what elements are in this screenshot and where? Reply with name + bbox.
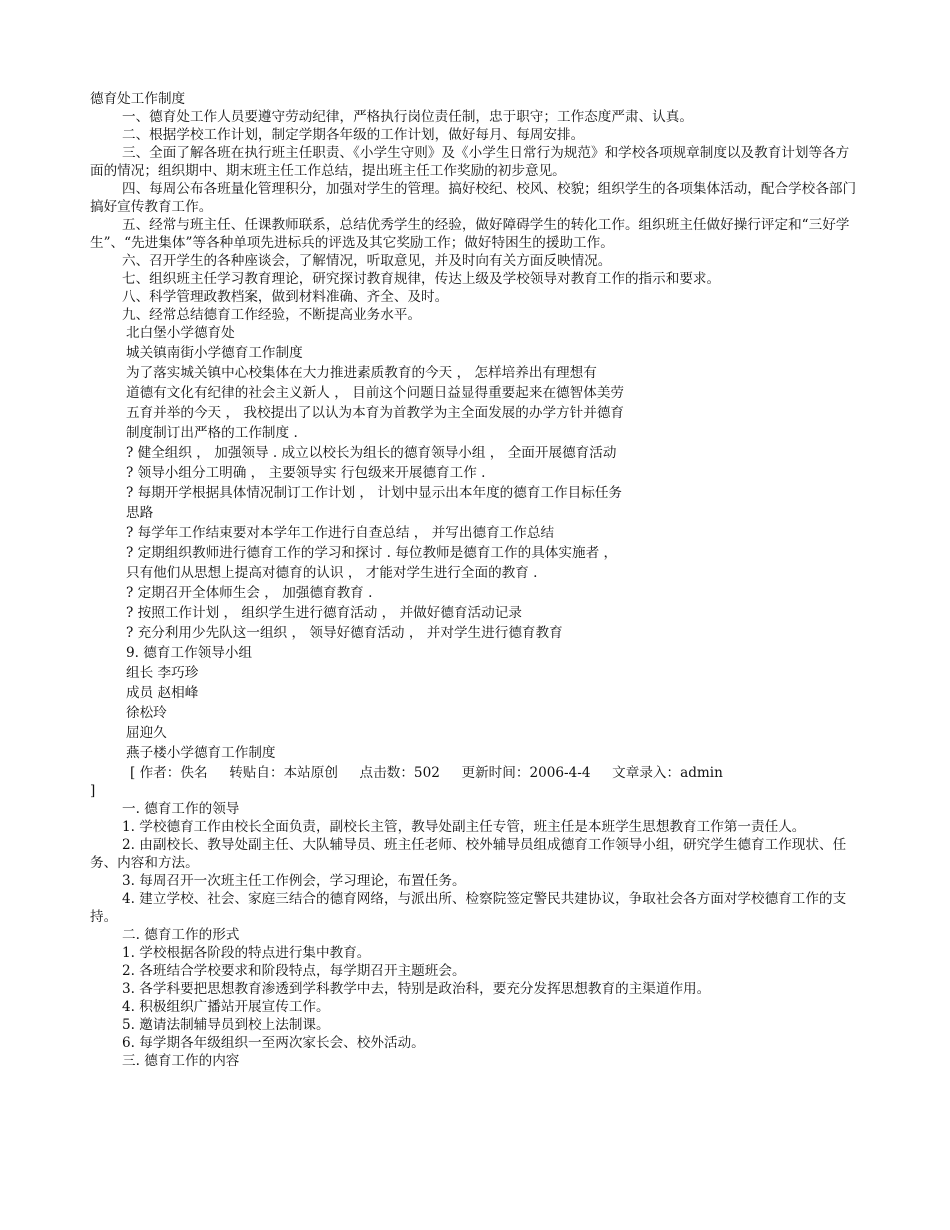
section2-line: 徐松玲 (126, 705, 167, 721)
section2-line: ? 健全组织 ， 加强领导 . 成立以校长为组长的德育领导小组 ， 全面开展德育活动 (126, 445, 617, 461)
document-title-1: 德育处工作制度 (90, 91, 186, 107)
section3-line: 一. 德育工作的领导 (122, 801, 240, 817)
section3-line: 5. 邀请法制辅导员到校上法制课。 (122, 1017, 330, 1033)
rule-9: 九、经常总结德育工作经验，不断提高业务水平。 (122, 307, 422, 323)
rule-4: 四、每周公布各班量化管理积分，加强对学生的管理。搞好校纪、校风、校貌；组织学生的各项集体活动，配合学校各部门搞好宣传教育工作。 (90, 181, 857, 215)
section2-line: ? 每学年工作结束要对本学年工作进行自查总结 ， 并写出德育工作总结 (126, 525, 555, 541)
section3-line: 二. 德育工作的形式 (122, 927, 240, 943)
section2-line: ? 定期召开全体师生会 ， 加强德育教育 . (126, 585, 373, 601)
section3-line: 3. 各学科要把思想教育渗透到学科教学中去，特别是政治科，要充分发挥思想教育的主渠道作用。 (122, 981, 711, 997)
section2-line: 9. 德育工作领导小组 (126, 645, 253, 661)
section2-line: 思路 (126, 505, 154, 521)
signature-1: 北白堡小学德育处 (126, 325, 235, 341)
rule-8: 八、科学管理政教档案，做到材料准确、齐全、及时。 (122, 289, 449, 305)
section3-line: 4. 建立学校、社会、家庭三结合的德育网络，与派出所、检察院签定警民共建协议，争取社会各方面对学校德育工作的支持。 (90, 891, 847, 925)
section3-line: 三. 德育工作的内容 (122, 1053, 240, 1069)
section3-line: 2. 由副校长、教导处副主任、大队辅导员、班主任老师、校外辅导员组成德育工作领导小组，研究学生德育工作现状、任务、内容和方法。 (90, 837, 847, 871)
document-page (90, 90, 860, 1070)
section2-line: ? 定期组织教师进行德育工作的学习和探讨 . 每位教师是德育工作的具体实施者 ， (126, 545, 618, 561)
section2-line: ? 每期开学根据具体情况制订工作计划 ， 计划中显示出本年度的德育工作目标任务 (126, 485, 623, 501)
section2-line: 组长 李巧珍 (126, 665, 199, 681)
section2-line: 道德有文化有纪律的社会主义新人 ， 目前这个问题日益显得重要起来在德智体美劳 (126, 385, 625, 401)
section2-line: ? 充分利用少先队这一组织 ， 领导好德育活动 ， 并对学生进行德育教育 (126, 625, 563, 641)
document-title-3: 燕子楼小学德育工作制度 (126, 745, 276, 761)
rule-7: 七、组织班主任学习教育理论，研究探讨教育规律，传达上级及学校领导对教育工作的指示和要求。 (122, 271, 721, 287)
section2-line: 屈迎久 (126, 725, 167, 741)
section3-line: 4. 积极组织广播站开展宣传工作。 (122, 999, 330, 1015)
rule-2: 二、根据学校工作计划，制定学期各年级的工作计划，做好每月、每周安排。 (122, 127, 585, 143)
document-title-2: 城关镇南街小学德育工作制度 (126, 345, 303, 361)
section3-line: 2. 各班结合学校要求和阶段特点，每学期召开主题班会。 (122, 963, 466, 979)
section2-line: ? 按照工作计划 ， 组织学生进行德育活动 ， 并做好德育活动记录 (126, 605, 522, 621)
section2-line: 只有他们从思想上提高对德育的认识 ， 才能对学生进行全面的教育 . (126, 565, 538, 581)
section3-line: 1. 学校根据各阶段的特点进行集中教育。 (122, 945, 371, 961)
section2-line: ? 领导小组分工明确 ， 主要领导实 行包级来开展德育工作 . (126, 465, 486, 481)
rule-5: 五、经常与班主任、任课教师联系，总结优秀学生的经验，做好障碍学生的转化工作。组织班主任做好操行评定和“三好学生”、“先进集体”等各种单项先进标兵的评选及其它奖励工作；做好特困生的援助工作。 (90, 217, 850, 251)
section3-line: 3. 每周召开一次班主任工作例会，学习理论，布置任务。 (122, 873, 466, 889)
rule-1: 一、德育处工作人员要遵守劳动纪律，严格执行岗位责任制，忠于职守；工作态度严肃、认真。 (122, 109, 693, 125)
section2-line: 制度制订出严格的工作制度 . (126, 425, 298, 441)
section3-line: 1. 学校德育工作由校长全面负责，副校长主管，教导处副主任专管，班主任是本班学生思想教育工作第一责任人。 (122, 819, 806, 835)
article-meta: [ 作者：佚名 转贴自：本站原创 点击数：502 更新时间：2006-4-4 文章录入：admin (130, 765, 723, 781)
article-meta-end: ] (90, 783, 96, 799)
section3-line: 6. 每学期各年级组织一至两次家长会、校外活动。 (122, 1035, 425, 1051)
section2-line: 为了落实城关镇中心校集体在大力推进素质教育的今天 ， 怎样培养出有理想有 (126, 365, 597, 381)
rule-6: 六、召开学生的各种座谈会，了解情况，听取意见，并及时向有关方面反映情况。 (122, 253, 612, 269)
section2-line: 五育并举的今天 ， 我校提出了以认为本育为首教学为主全面发展的办学方针并德育 (126, 405, 625, 421)
section2-line: 成员 赵相峰 (126, 685, 199, 701)
rule-3: 三、全面了解各班在执行班主任职责、《小学生守则》及《小学生日常行为规范》和学校各项规章制度以及教育计划等各方面的情况；组织期中、期末班主任工作总结，提出班主任工作奖励的初步意见。 (90, 145, 850, 179)
